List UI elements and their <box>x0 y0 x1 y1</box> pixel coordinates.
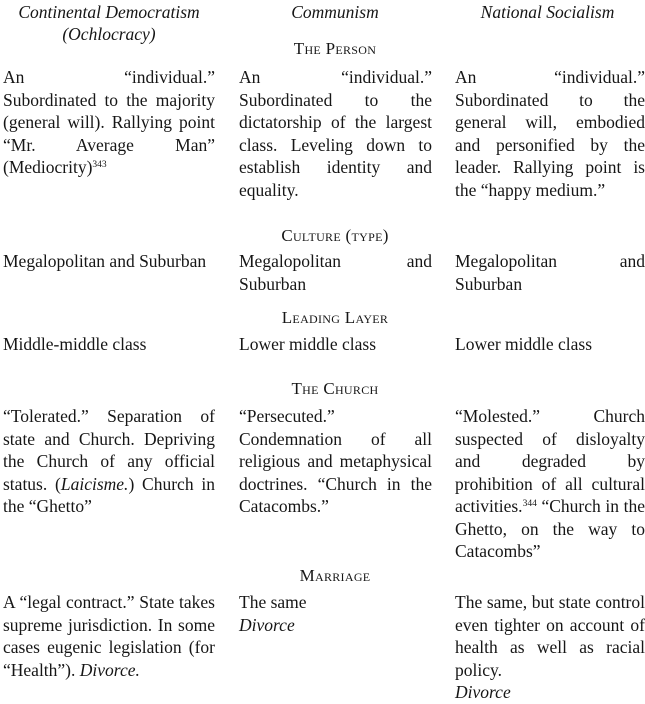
cell-text: “Church in the Ghetto, on the way to Catacombs” <box>455 496 645 561</box>
column-header-communism: Communism <box>291 2 379 22</box>
cell-marriage-democratism <box>3 591 215 681</box>
cell-leading-layer-communism: Lower middle class <box>239 334 377 354</box>
footnote-ref: 343 <box>92 160 107 170</box>
cell-person-national-socialism: An “individual.” Subordinated to the general will, embodied and personified by the leader. Rallying point is the “happy medium.” <box>455 67 645 200</box>
section-title-person: The Person <box>293 39 377 58</box>
footnote-ref: 344 <box>522 499 537 509</box>
cell-italic-text: Divorce <box>239 614 295 635</box>
cell-text: The same, but state control even tighter on account of health as well as racial policy. <box>455 592 645 680</box>
cell-text: The same <box>239 592 307 612</box>
cell-marriage-national-socialism <box>455 591 645 704</box>
section-title-marriage: Marriage <box>299 566 371 585</box>
cell-church-democratism <box>3 405 215 518</box>
column-header-national-socialism: National Socialism <box>480 2 615 22</box>
cell-italic-text: Divorce <box>455 682 511 702</box>
cell-leading-layer-national-socialism: Lower middle class <box>455 334 593 354</box>
cell-culture-communism: Megalopolitan and Suburban <box>239 251 432 294</box>
column-header-line: Continental Democratism <box>18 2 200 22</box>
column-header-line: (Ochlocracy) <box>62 24 156 44</box>
cell-text: “Tolerated.” Separation of state and Church. Depriving the Church of any official status. ( <box>3 406 215 494</box>
cell-leading-layer-democratism: Middle-middle class <box>3 334 147 354</box>
cell-church-national-socialism <box>455 405 645 563</box>
cell-marriage-communism <box>239 591 432 636</box>
column-header-continental-democratism <box>0 1 218 45</box>
section-title-church: The Church <box>291 379 379 398</box>
cell-italic-text: Laicisme. <box>60 473 129 494</box>
cell-culture-national-socialism: Megalopolitan and Suburban <box>455 251 645 294</box>
cell-italic-text: Divorce. <box>79 659 140 680</box>
cell-person-communism: An “individual.” Subordinated to the dictatorship of the largest class. Leveling down to establish identity and equality. <box>239 67 432 200</box>
cell-person-democratism <box>3 66 215 179</box>
cell-text: “Molested.” Church suspected of disloyalty and degraded by prohibition of all cultural activities. <box>455 406 645 516</box>
cell-church-communism: “Persecuted.” Condemnation of all religious and metaphysical doctrines. “Church in the Catacombs.” <box>239 406 432 516</box>
cell-text: ) Church in the “Ghetto” <box>3 473 215 516</box>
cell-culture-democratism: Megalopolitan and Suburban <box>3 251 207 271</box>
cell-text: A “legal contract.” State takes supreme jurisdiction. In some cases eugenic legislation (for “Health”). <box>3 592 215 680</box>
section-title-leading-layer: Leading Layer <box>281 308 389 327</box>
section-title-culture: Culture (type) <box>281 226 389 245</box>
cell-text: An “individual.” Subordinated to the majority (general will). Rallying point “Mr. Average Man” (Mediocrity) <box>3 67 215 177</box>
